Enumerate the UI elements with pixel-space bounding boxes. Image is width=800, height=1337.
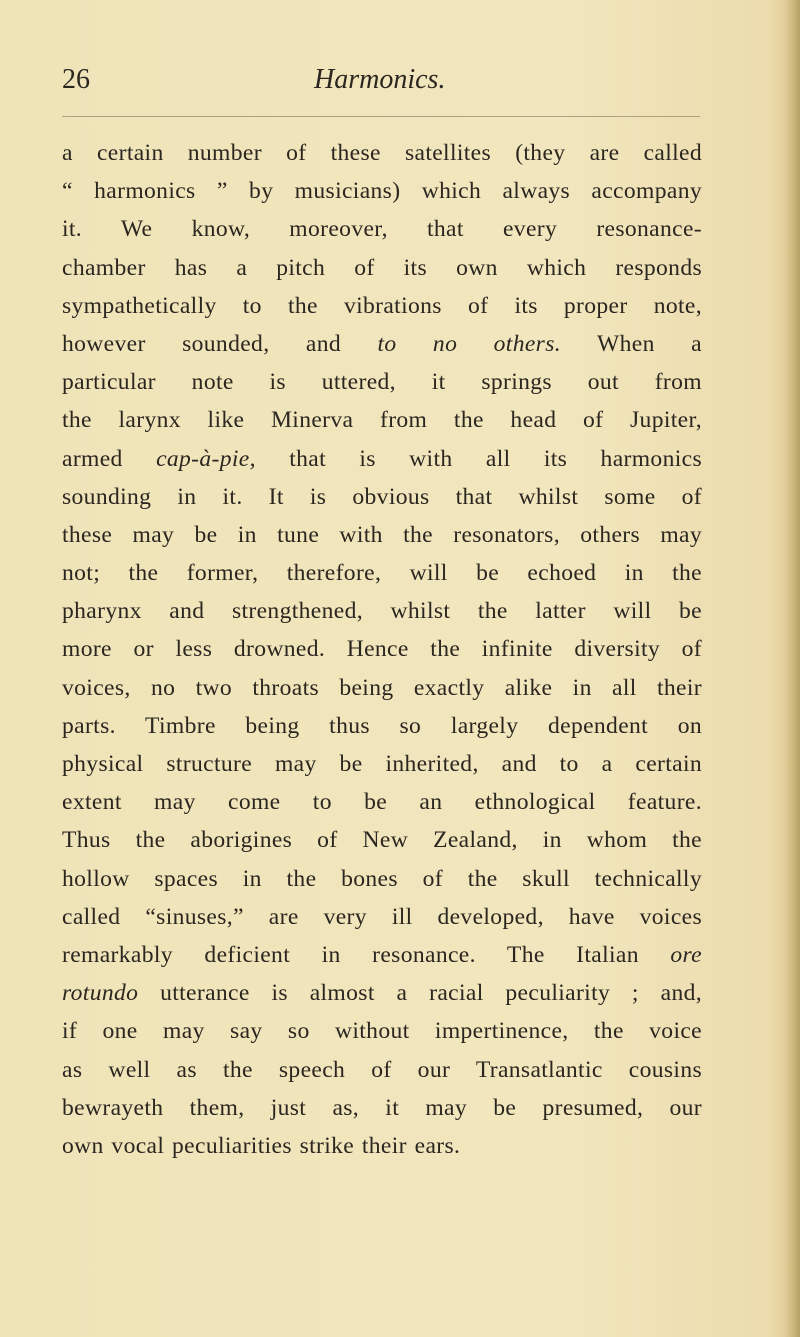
text-line bbox=[62, 325, 702, 363]
italic-text: rotundo bbox=[62, 980, 139, 1007]
text-segment: extent may come to be an ethnological feature. bbox=[62, 789, 702, 816]
text-segment: utterance is almost a racial peculiarity ; and, bbox=[138, 980, 702, 1007]
text-segment: physical structure may be inherited, and to a certain bbox=[62, 751, 702, 777]
text-segment: if one may say so without impertinence, the voice bbox=[62, 1018, 702, 1045]
text-line bbox=[62, 974, 702, 1012]
italic-text: cap-à-pie, bbox=[156, 445, 256, 472]
text-line bbox=[62, 478, 702, 516]
text-segment: these may be in tune with the resonators, others may bbox=[62, 521, 702, 548]
text-segment: however sounded, and bbox=[62, 330, 378, 357]
text-segment: remarkably deficient in resonance. The Italian bbox=[62, 941, 671, 968]
text-segment: a certain number of these satellites (they are called bbox=[62, 140, 702, 166]
text-segment: sympathetically to the vibrations of its proper note, bbox=[62, 292, 702, 319]
page-header bbox=[62, 62, 702, 102]
text-segment: hollow spaces in the bones of the skull technically bbox=[62, 865, 702, 892]
text-segment: it. We know, moreover, that every resonance- bbox=[62, 216, 702, 243]
text-segment: voices, no two throats being exactly alike in all their bbox=[62, 674, 702, 701]
text-segment: that is with all its harmonics bbox=[255, 445, 702, 472]
text-line bbox=[62, 1089, 702, 1127]
text-segment: particular note is uttered, it springs out from bbox=[62, 369, 702, 396]
italic-text: ore bbox=[670, 941, 702, 968]
text-segment: called “sinuses,” are very ill developed, have voices bbox=[62, 903, 702, 930]
text-line bbox=[62, 440, 702, 478]
text-line bbox=[62, 745, 702, 783]
text-segment: own vocal peculiarities strike their ears. bbox=[62, 1132, 461, 1159]
italic-text: to no others. bbox=[377, 330, 561, 357]
text-line bbox=[62, 363, 702, 401]
page-edge-shadow bbox=[784, 0, 800, 1337]
body-text bbox=[62, 134, 702, 1165]
text-line bbox=[62, 249, 702, 287]
running-title: Harmonics. bbox=[314, 64, 446, 95]
text-segment: sounding in it. It is obvious that whilst some of bbox=[62, 483, 702, 510]
text-line bbox=[62, 172, 702, 210]
text-segment: armed bbox=[62, 445, 157, 472]
text-line bbox=[62, 287, 702, 325]
text-line bbox=[62, 1051, 702, 1089]
text-segment: When a bbox=[560, 330, 702, 357]
text-line bbox=[62, 860, 702, 898]
text-segment: not; the former, therefore, will be echoed in the bbox=[62, 560, 702, 587]
text-line bbox=[62, 1012, 702, 1050]
text-line bbox=[62, 516, 702, 554]
text-line bbox=[62, 592, 702, 630]
page-number: 26 bbox=[62, 64, 90, 95]
text-line bbox=[62, 210, 702, 248]
text-line bbox=[62, 898, 702, 936]
text-segment: pharynx and strengthened, whilst the latter will be bbox=[62, 598, 702, 625]
text-line bbox=[62, 630, 702, 668]
text-line bbox=[62, 669, 702, 707]
text-line bbox=[62, 783, 702, 821]
text-line bbox=[62, 401, 702, 439]
text-segment: chamber has a pitch of its own which responds bbox=[62, 254, 702, 281]
text-segment: more or less drowned. Hence the infinite diversity of bbox=[62, 636, 702, 663]
text-segment: bewrayeth them, just as, it may be presumed, our bbox=[62, 1094, 702, 1121]
header-rule bbox=[62, 116, 700, 117]
text-segment: the larynx like Minerva from the head of Jupiter, bbox=[62, 407, 702, 434]
text-segment: “ harmonics ” by musicians) which always accompany bbox=[62, 178, 702, 205]
text-line bbox=[62, 554, 702, 592]
text-segment: as well as the speech of our Transatlantic cousins bbox=[62, 1056, 702, 1083]
text-line bbox=[62, 707, 702, 745]
text-segment: Thus the aborigines of New Zealand, in whom the bbox=[62, 827, 702, 854]
text-segment: parts. Timbre being thus so largely dependent on bbox=[62, 712, 702, 739]
text-line bbox=[62, 936, 702, 974]
text-line bbox=[62, 821, 702, 859]
text-line bbox=[62, 134, 702, 172]
text-line bbox=[62, 1127, 702, 1165]
